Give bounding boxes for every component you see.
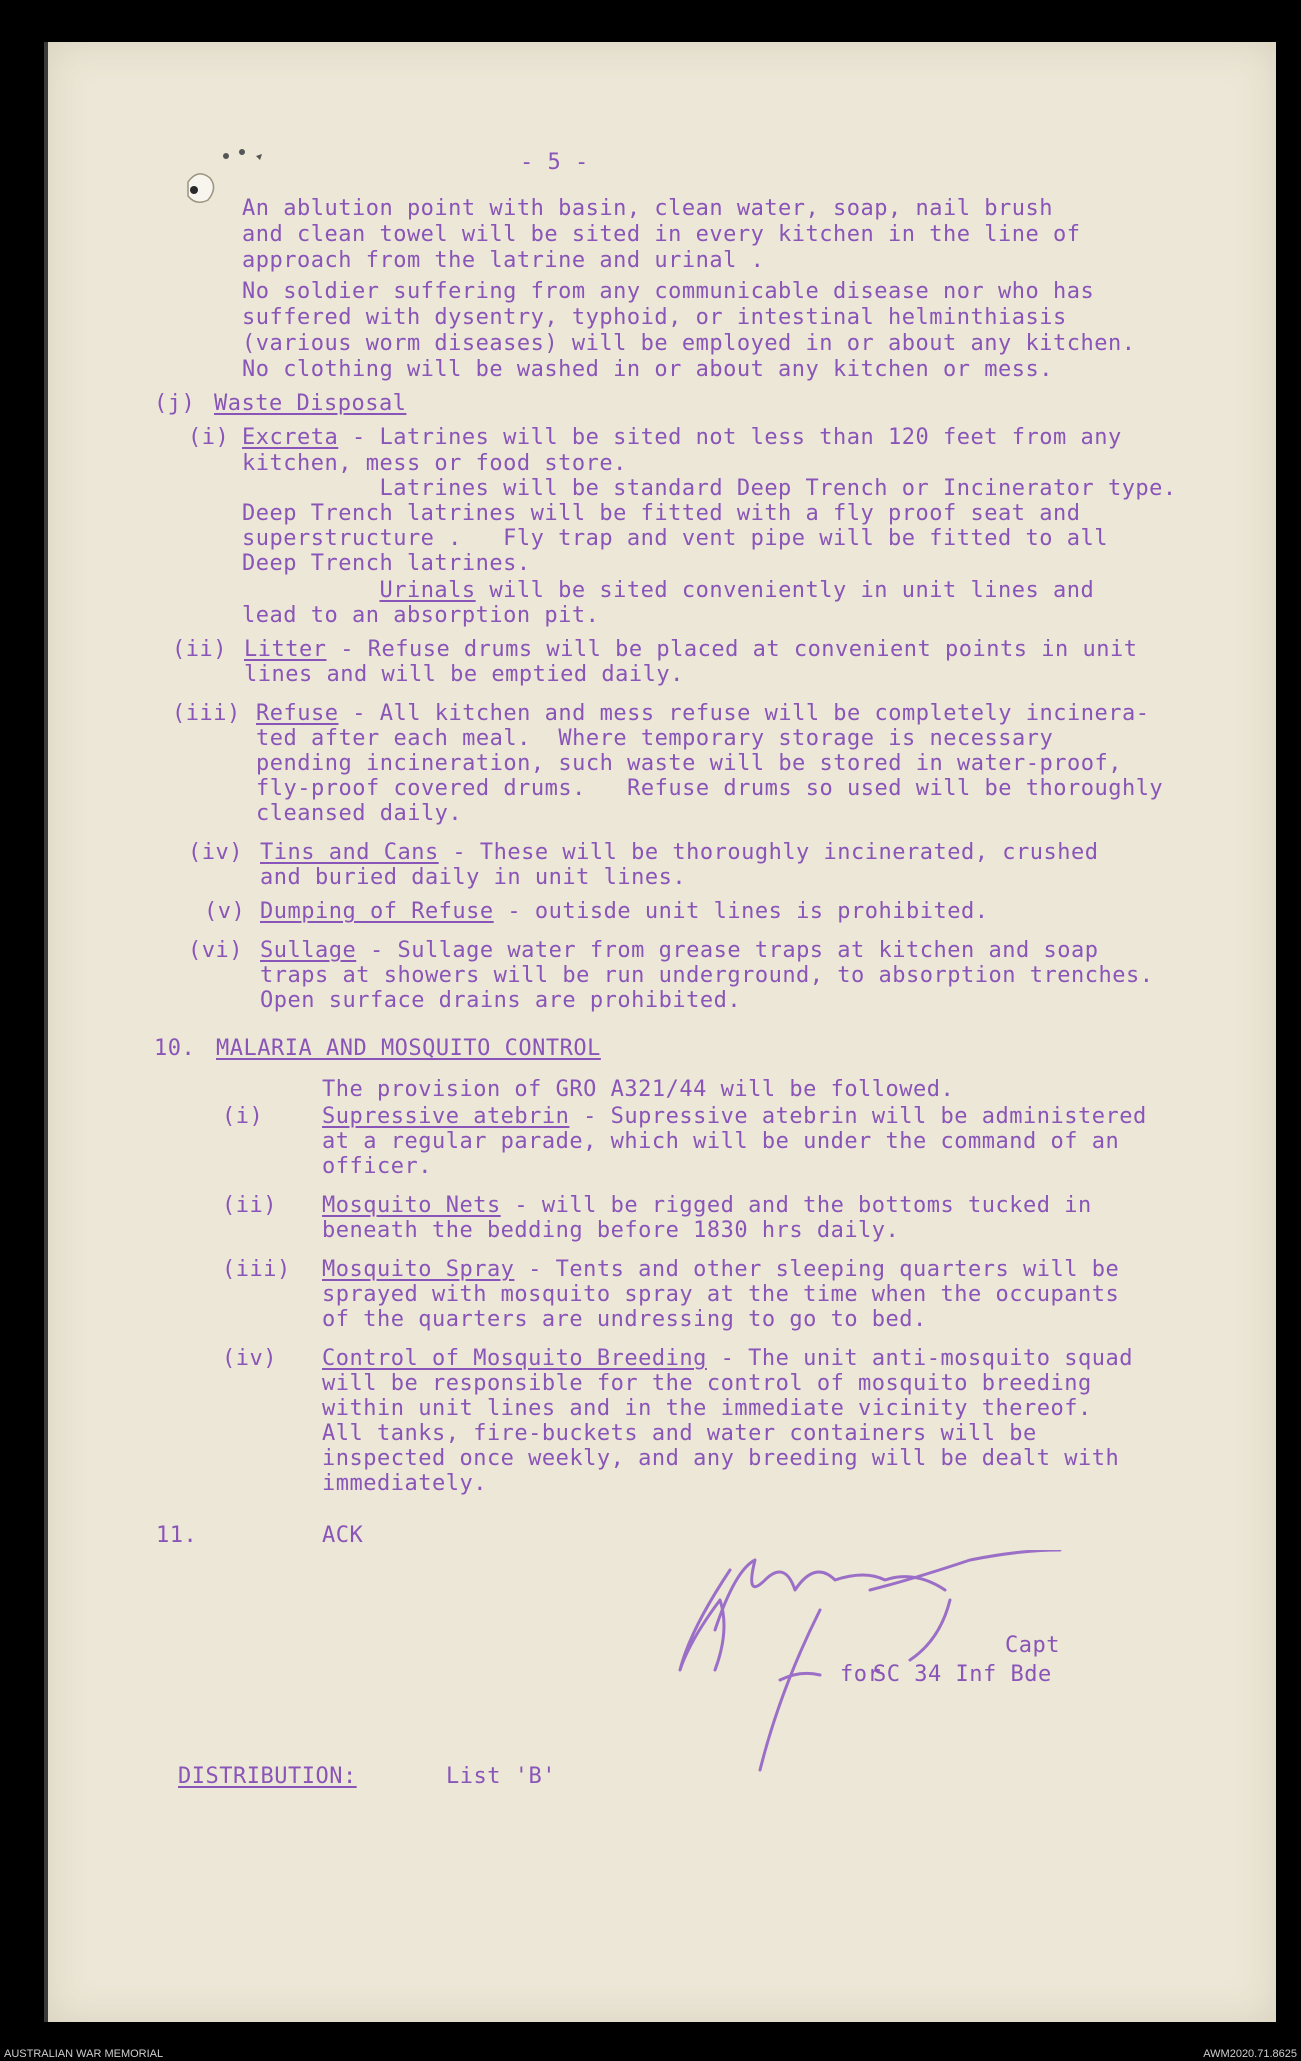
- tins-number: (iv): [188, 840, 243, 865]
- nets-line: beneath the bedding before 1830 hrs daily.: [322, 1218, 900, 1243]
- signature-unit: SC 34 Inf Bde: [873, 1662, 1052, 1687]
- excreta-line: Deep Trench latrines.: [242, 551, 531, 576]
- footer-left: AUSTRALIAN WAR MEMORIAL: [4, 2048, 164, 2060]
- breeding-item-text: - The unit anti-mosquito squad: [706, 1346, 1133, 1371]
- tins-item-text: - These will be thoroughly incinerated, crushed: [438, 840, 1099, 865]
- excreta-line: Deep Trench latrines will be fitted with a fly proof seat and: [242, 501, 1081, 526]
- intro-line: and clean towel will be sited in every kitchen in the line of: [242, 222, 1081, 247]
- atebrin-line: at a regular parade, which will be under the command of an: [322, 1129, 1120, 1154]
- intro-line: An ablution point with basin, clean water, soap, nail brush: [242, 196, 1053, 221]
- dumping-number: (v): [204, 899, 246, 924]
- spray-item-text: - Tents and other sleeping quarters will be: [514, 1257, 1120, 1282]
- distribution-value: List 'B': [446, 1764, 556, 1789]
- spray-item: [322, 1257, 1119, 1283]
- sullage-line: traps at showers will be run underground, to absorption trenches.: [260, 963, 1154, 988]
- refuse-item: [256, 701, 1149, 727]
- excreta-item-title: Excreta: [242, 425, 339, 450]
- nets-item-title: Mosquito Nets: [322, 1193, 501, 1218]
- breeding-item: [322, 1346, 1133, 1372]
- refuse-line: pending incineration, such waste will be stored in water-proof,: [256, 751, 1122, 776]
- urinals-line: lead to an absorption pit.: [242, 603, 600, 628]
- refuse-line: fly-proof covered drums. Refuse drums so used will be thoroughly: [256, 776, 1164, 801]
- nets-number: (ii): [222, 1193, 277, 1218]
- excreta-line: kitchen, mess or food store.: [242, 451, 627, 476]
- excreta-number: (i): [188, 425, 230, 450]
- intro-line: No soldier suffering from any communicable disease nor who has: [242, 279, 1095, 304]
- atebrin-number: (i): [222, 1104, 264, 1129]
- refuse-line: ted after each meal. Where temporary storage is necessary: [256, 726, 1054, 751]
- breeding-line: All tanks, fire-buckets and water containers will be: [322, 1421, 1037, 1446]
- litter-item: [244, 637, 1137, 663]
- dumping-item: [260, 899, 989, 925]
- dumping-item-text: - outisde unit lines is prohibited.: [493, 899, 989, 924]
- atebrin-item-title: Supressive atebrin: [322, 1104, 570, 1129]
- nets-item: [322, 1193, 1092, 1219]
- tins-item-title: Tins and Cans: [260, 840, 439, 865]
- spray-line: of the quarters are undressing to go to bed.: [322, 1307, 927, 1332]
- section-j-heading: Waste Disposal: [214, 391, 407, 416]
- section-11-label: 11.: [156, 1523, 198, 1548]
- breeding-item-title: Control of Mosquito Breeding: [322, 1346, 707, 1371]
- litter-line: lines and will be emptied daily.: [244, 662, 684, 687]
- atebrin-item: [322, 1104, 1147, 1130]
- excreta-item-text: - Latrines will be sited not less than 120 feet from any: [338, 425, 1122, 450]
- litter-item-text: - Refuse drums will be placed at convenient points in unit: [326, 637, 1138, 662]
- tins-line: and buried daily in unit lines.: [260, 865, 687, 890]
- breeding-line: within unit lines and in the immediate vicinity thereof.: [322, 1396, 1092, 1421]
- urinals-line: Urinals will be sited conveniently in unit lines and: [379, 578, 1095, 603]
- refuse-number: (iii): [172, 701, 241, 726]
- spray-number: (iii): [222, 1257, 291, 1282]
- litter-item-title: Litter: [244, 637, 327, 662]
- sullage-item: [260, 938, 1098, 964]
- handwritten-signature: [670, 1550, 1130, 1780]
- nets-item-text: - will be rigged and the bottoms tucked in: [500, 1193, 1092, 1218]
- sullage-line: Open surface drains are prohibited.: [260, 988, 742, 1013]
- urinals-title: Urinals: [379, 578, 476, 603]
- section-10-intro: The provision of GRO A321/44 will be followed.: [322, 1077, 955, 1102]
- atebrin-line: officer.: [322, 1154, 432, 1179]
- sullage-item-title: Sullage: [260, 938, 357, 963]
- refuse-item-title: Refuse: [256, 701, 339, 726]
- section-10-label: 10.: [154, 1036, 209, 1061]
- atebrin-item-text: - Supressive atebrin will be administered: [569, 1104, 1147, 1129]
- breeding-line: inspected once weekly, and any breeding will be dealt with: [322, 1446, 1120, 1471]
- refuse-line: cleansed daily.: [256, 801, 463, 826]
- spray-item-title: Mosquito Spray: [322, 1257, 515, 1282]
- excreta-line: superstructure . Fly trap and vent pipe will be fitted to all: [242, 526, 1108, 551]
- intro-line: (various worm diseases) will be employed in or about any kitchen.: [242, 331, 1136, 356]
- intro-line: approach from the latrine and urinal .: [242, 248, 765, 273]
- sullage-item-text: - Sullage water from grease traps at kitchen and soap: [356, 938, 1099, 963]
- page-number: - 5 -: [520, 150, 589, 175]
- refuse-item-text: - All kitchen and mess refuse will be completely incinera-: [338, 701, 1150, 726]
- distribution-label: DISTRIBUTION:: [178, 1764, 357, 1789]
- breeding-number: (iv): [222, 1346, 277, 1371]
- excreta-item: [242, 425, 1122, 451]
- breeding-line: will be responsible for the control of mosquito breeding: [322, 1371, 1092, 1396]
- intro-line: No clothing will be washed in or about any kitchen or mess.: [242, 357, 1053, 382]
- spray-line: sprayed with mosquito spray at the time when the occupants: [322, 1282, 1120, 1307]
- excreta-line: Latrines will be standard Deep Trench or Incinerator type.: [242, 476, 1177, 501]
- section-11-text: ACK: [322, 1523, 364, 1548]
- signature-rank: Capt: [1005, 1633, 1060, 1658]
- section-10-heading: MALARIA AND MOSQUITO CONTROL: [216, 1036, 601, 1061]
- tins-item: [260, 840, 1098, 866]
- dumping-item-title: Dumping of Refuse: [260, 899, 494, 924]
- sullage-number: (vi): [188, 938, 243, 963]
- signature-for: for: [840, 1662, 882, 1687]
- section-j-label: (j): [154, 391, 209, 416]
- litter-number: (ii): [172, 637, 227, 662]
- footer-right: AWM2020.71.8625: [1203, 2048, 1297, 2060]
- intro-line: suffered with dysentry, typhoid, or intestinal helminthiasis: [242, 305, 1067, 330]
- breeding-line: immediately.: [322, 1471, 487, 1496]
